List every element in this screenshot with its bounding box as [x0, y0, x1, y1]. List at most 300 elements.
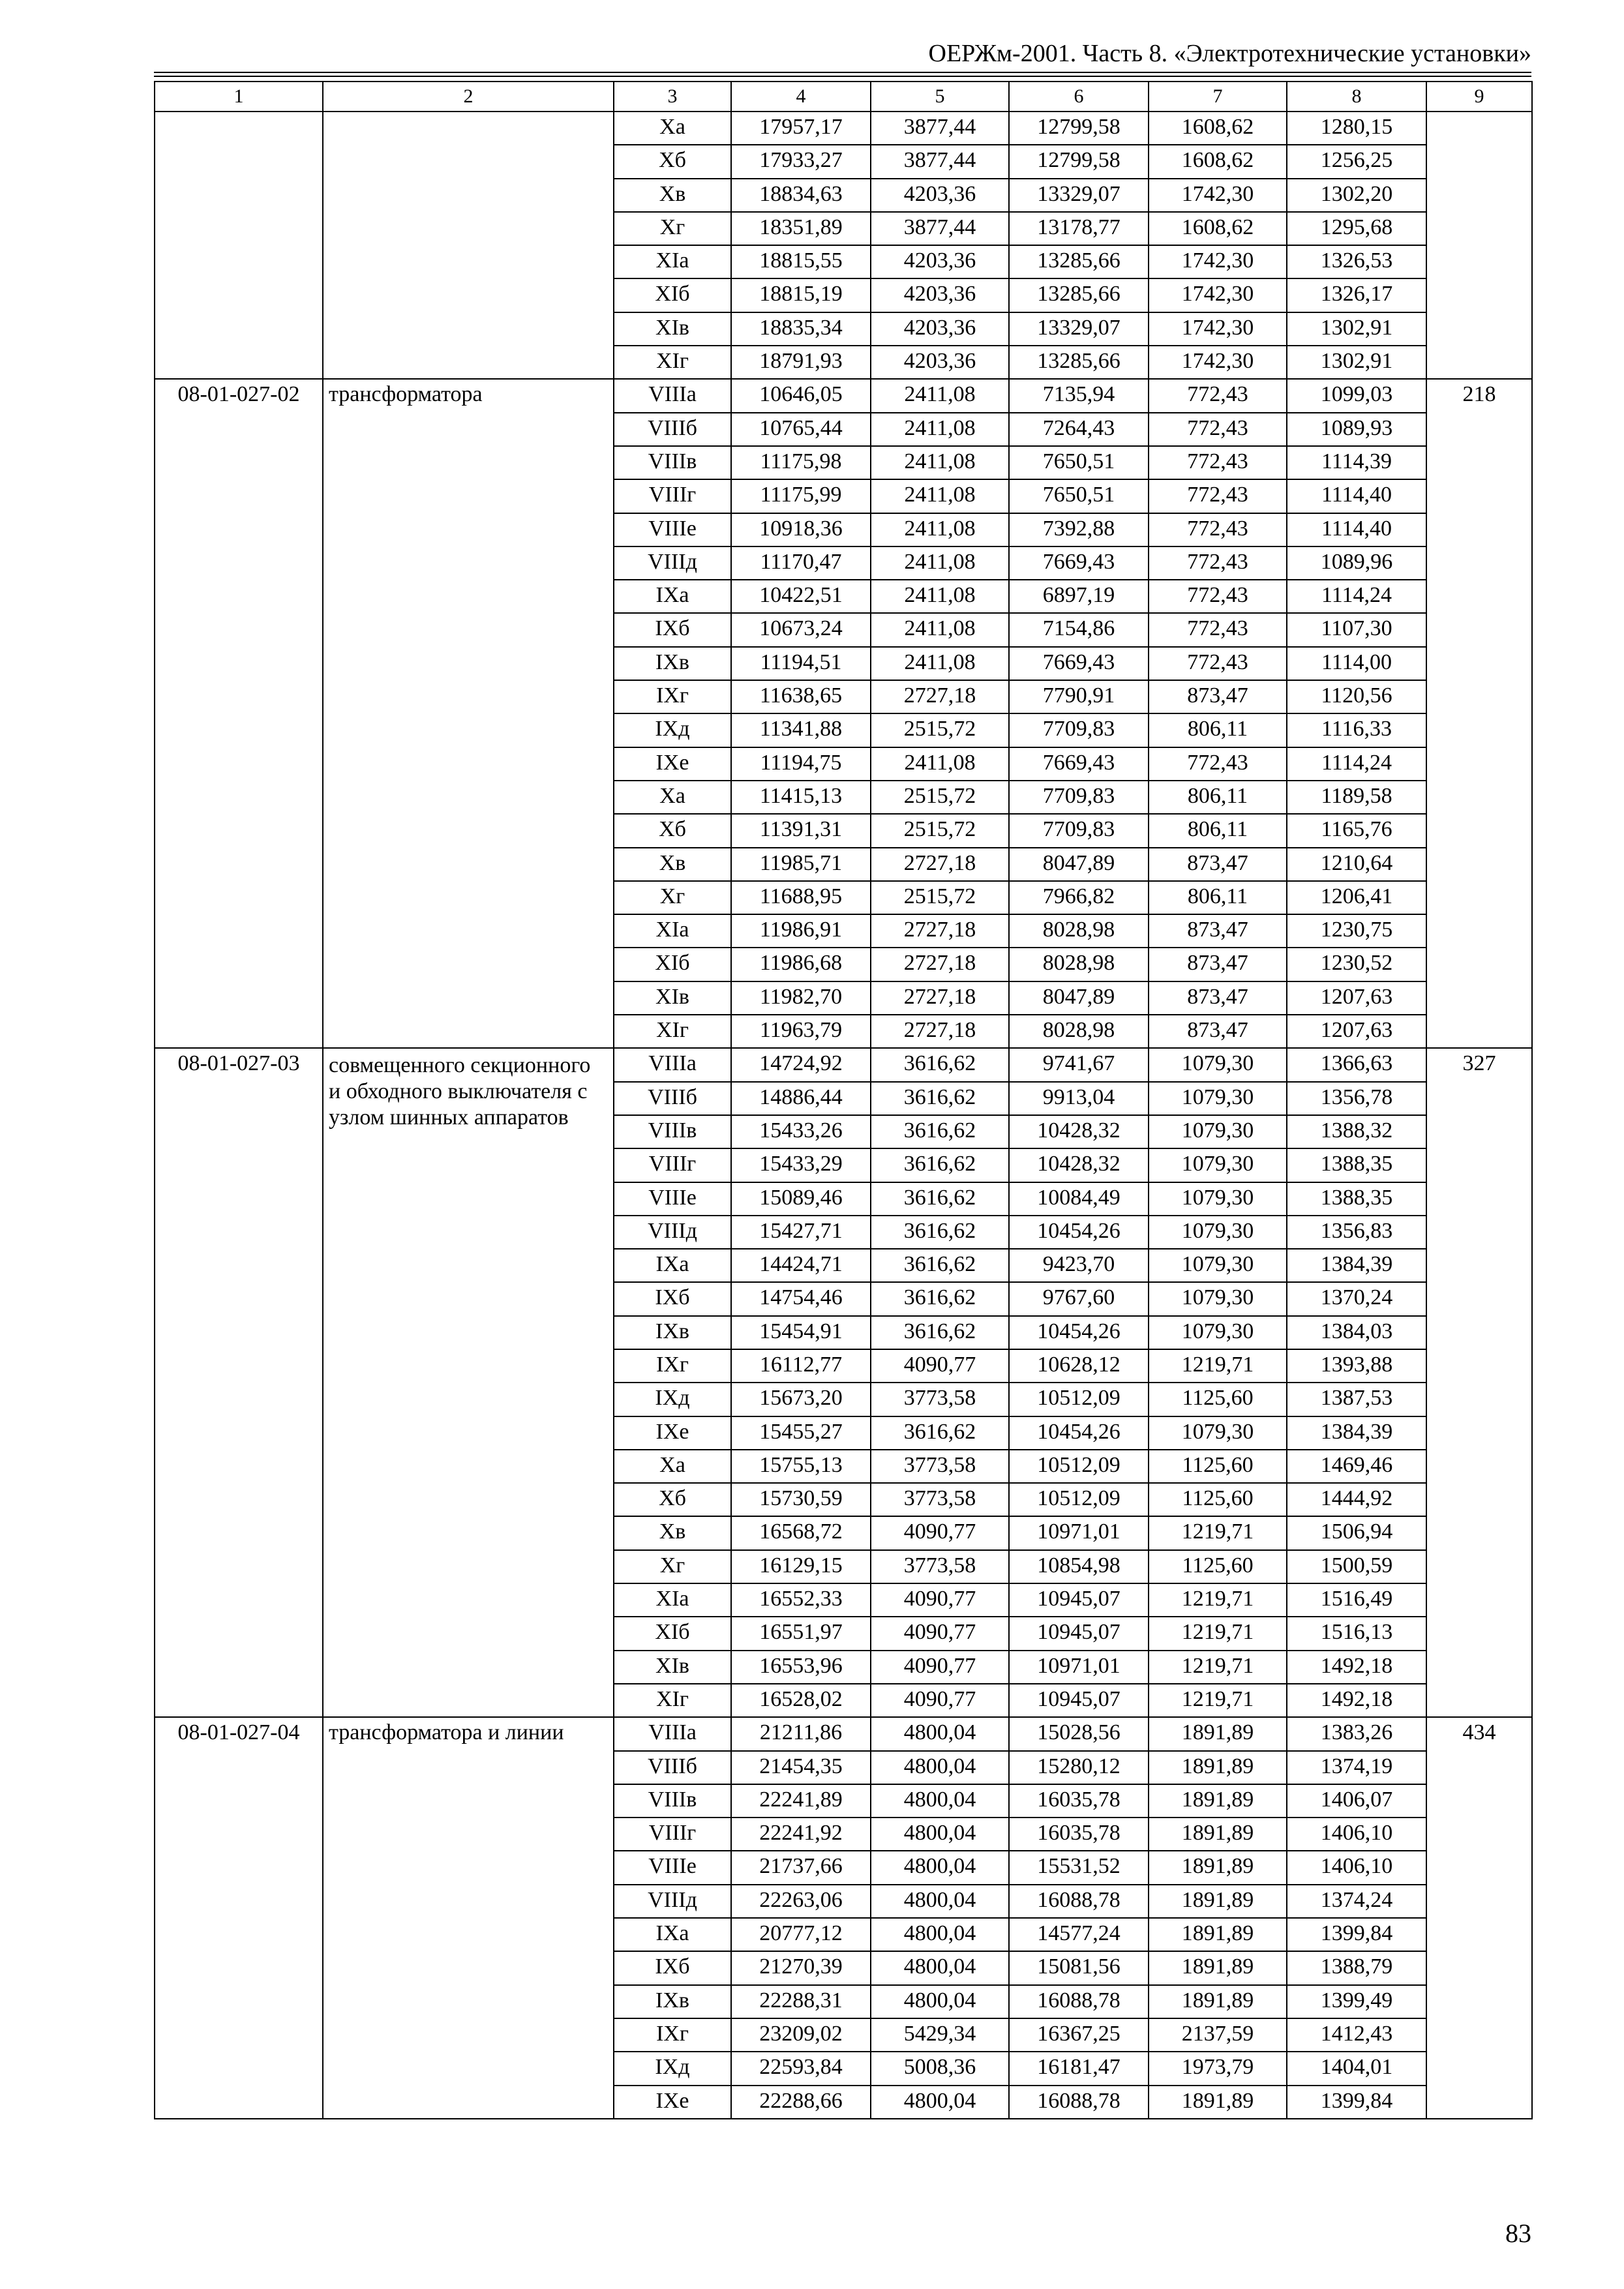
- wages-cell: 4800,04: [871, 2086, 1009, 2119]
- wages-cell: 3616,62: [871, 1182, 1009, 1216]
- wages-cell: 3616,62: [871, 1216, 1009, 1249]
- materials-cell: 1506,94: [1287, 1516, 1426, 1549]
- materials-cell: 1492,18: [1287, 1651, 1426, 1684]
- wages-cell: 4800,04: [871, 1951, 1009, 1984]
- materials-cell: 1120,56: [1287, 680, 1426, 713]
- column-number: 5: [871, 82, 1009, 112]
- materials-cell: 1370,24: [1287, 1282, 1426, 1315]
- machine-cost-cell: 7669,43: [1009, 546, 1149, 580]
- machine-cost-cell: 12799,58: [1009, 145, 1149, 178]
- machinist-wages-cell: 772,43: [1149, 513, 1287, 546]
- machine-cost-cell: 10454,26: [1009, 1216, 1149, 1249]
- machine-cost-cell: 16367,25: [1009, 2018, 1149, 2052]
- class-cell: IXе: [614, 747, 731, 781]
- materials-cell: 1326,53: [1287, 245, 1426, 278]
- machinist-wages-cell: 873,47: [1149, 680, 1287, 713]
- machine-cost-cell: 7709,83: [1009, 781, 1149, 814]
- class-cell: IXе: [614, 1416, 731, 1450]
- total-cost-cell: 11415,13: [731, 781, 871, 814]
- materials-cell: 1444,92: [1287, 1483, 1426, 1516]
- equipment-mass-cell: 434: [1426, 1717, 1532, 2119]
- column-number: 7: [1149, 82, 1287, 112]
- machinist-wages-cell: 1079,30: [1149, 1115, 1287, 1148]
- total-cost-cell: 10765,44: [731, 413, 871, 446]
- machine-cost-cell: 16181,47: [1009, 2052, 1149, 2085]
- wages-cell: 3773,58: [871, 1383, 1009, 1416]
- machinist-wages-cell: 1891,89: [1149, 1918, 1287, 1951]
- class-cell: XIв: [614, 312, 731, 346]
- materials-cell: 1256,25: [1287, 145, 1426, 178]
- materials-cell: 1406,07: [1287, 1784, 1426, 1818]
- wages-cell: 4203,36: [871, 278, 1009, 312]
- table-row: [155, 1717, 1532, 1750]
- machine-cost-cell: 9767,60: [1009, 1282, 1149, 1315]
- machine-cost-cell: 8047,89: [1009, 981, 1149, 1015]
- machinist-wages-cell: 2137,59: [1149, 2018, 1287, 2052]
- total-cost-cell: 11638,65: [731, 680, 871, 713]
- column-number: 4: [731, 82, 871, 112]
- wages-cell: 4800,04: [871, 1851, 1009, 1884]
- class-cell: VIIIе: [614, 1851, 731, 1884]
- total-cost-cell: 22241,92: [731, 1818, 871, 1851]
- class-cell: Xг: [614, 881, 731, 914]
- machinist-wages-cell: 1079,30: [1149, 1249, 1287, 1282]
- materials-cell: 1374,24: [1287, 1885, 1426, 1918]
- wages-cell: 4203,36: [871, 312, 1009, 346]
- machine-cost-cell: 13285,66: [1009, 346, 1149, 379]
- machinist-wages-cell: 1742,30: [1149, 312, 1287, 346]
- machine-cost-cell: 15531,52: [1009, 1851, 1149, 1884]
- class-cell: IXв: [614, 1316, 731, 1349]
- total-cost-cell: 14886,44: [731, 1082, 871, 1115]
- total-cost-cell: 18835,34: [731, 312, 871, 346]
- wages-cell: 2515,72: [871, 814, 1009, 847]
- machine-cost-cell: 7650,51: [1009, 446, 1149, 479]
- machine-cost-cell: 7135,94: [1009, 379, 1149, 412]
- class-cell: VIIIб: [614, 1082, 731, 1115]
- machine-cost-cell: 10454,26: [1009, 1316, 1149, 1349]
- total-cost-cell: 23209,02: [731, 2018, 871, 2052]
- wages-cell: 4800,04: [871, 1717, 1009, 1750]
- wages-cell: 3877,44: [871, 112, 1009, 145]
- item-code: 08-01-027-02: [155, 379, 323, 1048]
- class-cell: VIIIв: [614, 1115, 731, 1148]
- machine-cost-cell: 8028,98: [1009, 1015, 1149, 1048]
- table-row: [155, 379, 1532, 412]
- item-code: 08-01-027-04: [155, 1717, 323, 2119]
- wages-cell: 2411,08: [871, 513, 1009, 546]
- wages-cell: 2515,72: [871, 713, 1009, 747]
- class-cell: Xв: [614, 848, 731, 881]
- machinist-wages-cell: 1891,89: [1149, 2086, 1287, 2119]
- total-cost-cell: 11175,98: [731, 446, 871, 479]
- wages-cell: 2727,18: [871, 981, 1009, 1015]
- materials-cell: 1366,63: [1287, 1048, 1426, 1081]
- machinist-wages-cell: 1891,89: [1149, 1818, 1287, 1851]
- machinist-wages-cell: 1219,71: [1149, 1617, 1287, 1650]
- wages-cell: 2411,08: [871, 613, 1009, 646]
- wages-cell: 3616,62: [871, 1115, 1009, 1148]
- class-cell: VIIIд: [614, 1885, 731, 1918]
- item-name: трансформатора: [323, 379, 614, 1048]
- total-cost-cell: 21454,35: [731, 1751, 871, 1784]
- machine-cost-cell: 13285,66: [1009, 278, 1149, 312]
- wages-cell: 2727,18: [871, 948, 1009, 981]
- machinist-wages-cell: 1608,62: [1149, 212, 1287, 245]
- machinist-wages-cell: 772,43: [1149, 379, 1287, 412]
- class-cell: VIIIг: [614, 1818, 731, 1851]
- materials-cell: 1114,00: [1287, 647, 1426, 680]
- wages-cell: 3773,58: [871, 1483, 1009, 1516]
- wages-cell: 4800,04: [871, 1751, 1009, 1784]
- materials-cell: 1107,30: [1287, 613, 1426, 646]
- machine-cost-cell: 10454,26: [1009, 1416, 1149, 1450]
- class-cell: VIIIд: [614, 1216, 731, 1249]
- wages-cell: 3877,44: [871, 212, 1009, 245]
- materials-cell: 1387,53: [1287, 1383, 1426, 1416]
- machinist-wages-cell: 806,11: [1149, 814, 1287, 847]
- machinist-wages-cell: 873,47: [1149, 1015, 1287, 1048]
- machinist-wages-cell: 1079,30: [1149, 1282, 1287, 1315]
- total-cost-cell: 15673,20: [731, 1383, 871, 1416]
- class-cell: IXа: [614, 1249, 731, 1282]
- machine-cost-cell: 10428,32: [1009, 1148, 1149, 1182]
- wages-cell: 3616,62: [871, 1048, 1009, 1081]
- machine-cost-cell: 13329,07: [1009, 179, 1149, 212]
- machinist-wages-cell: 1125,60: [1149, 1450, 1287, 1483]
- total-cost-cell: 21270,39: [731, 1951, 871, 1984]
- materials-cell: 1492,18: [1287, 1684, 1426, 1717]
- machinist-wages-cell: 1891,89: [1149, 1751, 1287, 1784]
- total-cost-cell: 10918,36: [731, 513, 871, 546]
- machine-cost-cell: 10628,12: [1009, 1349, 1149, 1383]
- machine-cost-cell: 14577,24: [1009, 1918, 1149, 1951]
- materials-cell: 1356,83: [1287, 1216, 1426, 1249]
- machinist-wages-cell: 873,47: [1149, 848, 1287, 881]
- machine-cost-cell: 9913,04: [1009, 1082, 1149, 1115]
- machinist-wages-cell: 1219,71: [1149, 1349, 1287, 1383]
- class-cell: VIIIг: [614, 479, 731, 513]
- materials-cell: 1326,17: [1287, 278, 1426, 312]
- machine-cost-cell: 9423,70: [1009, 1249, 1149, 1282]
- machinist-wages-cell: 1219,71: [1149, 1651, 1287, 1684]
- machinist-wages-cell: 1219,71: [1149, 1684, 1287, 1717]
- machinist-wages-cell: 1079,30: [1149, 1148, 1287, 1182]
- materials-cell: 1399,49: [1287, 1985, 1426, 2018]
- machinist-wages-cell: 772,43: [1149, 479, 1287, 513]
- materials-cell: 1393,88: [1287, 1349, 1426, 1383]
- materials-cell: 1114,40: [1287, 513, 1426, 546]
- class-cell: Xб: [614, 814, 731, 847]
- wages-cell: 2727,18: [871, 680, 1009, 713]
- item-code: [155, 112, 323, 379]
- wages-cell: 3616,62: [871, 1416, 1009, 1450]
- machinist-wages-cell: 1742,30: [1149, 245, 1287, 278]
- wages-cell: 4203,36: [871, 346, 1009, 379]
- machine-cost-cell: 10971,01: [1009, 1516, 1149, 1549]
- header-rule: [154, 72, 1531, 73]
- machinist-wages-cell: 1891,89: [1149, 1951, 1287, 1984]
- machinist-wages-cell: 1219,71: [1149, 1583, 1287, 1617]
- class-cell: Xб: [614, 1483, 731, 1516]
- total-cost-cell: 22593,84: [731, 2052, 871, 2085]
- wages-cell: 2515,72: [871, 881, 1009, 914]
- materials-cell: 1116,33: [1287, 713, 1426, 747]
- total-cost-cell: 11963,79: [731, 1015, 871, 1048]
- class-cell: Xа: [614, 1450, 731, 1483]
- machine-cost-cell: 10512,09: [1009, 1383, 1149, 1416]
- wages-cell: 4800,04: [871, 1885, 1009, 1918]
- wages-cell: 4090,77: [871, 1516, 1009, 1549]
- class-cell: VIIIд: [614, 546, 731, 580]
- machine-cost-cell: 8047,89: [1009, 848, 1149, 881]
- total-cost-cell: 14754,46: [731, 1282, 871, 1315]
- materials-cell: 1302,91: [1287, 312, 1426, 346]
- materials-cell: 1302,20: [1287, 179, 1426, 212]
- total-cost-cell: 22241,89: [731, 1784, 871, 1818]
- machinist-wages-cell: 1079,30: [1149, 1182, 1287, 1216]
- machinist-wages-cell: 772,43: [1149, 546, 1287, 580]
- machine-cost-cell: 8028,98: [1009, 948, 1149, 981]
- table-row: [155, 112, 1532, 145]
- class-cell: Xа: [614, 112, 731, 145]
- materials-cell: 1295,68: [1287, 212, 1426, 245]
- machinist-wages-cell: 1079,30: [1149, 1216, 1287, 1249]
- machine-cost-cell: 8028,98: [1009, 914, 1149, 948]
- machine-cost-cell: 15280,12: [1009, 1751, 1149, 1784]
- total-cost-cell: 22263,06: [731, 1885, 871, 1918]
- wages-cell: 2411,08: [871, 446, 1009, 479]
- column-number: 9: [1426, 82, 1532, 112]
- class-cell: VIIIв: [614, 1784, 731, 1818]
- wages-cell: 3616,62: [871, 1082, 1009, 1115]
- machinist-wages-cell: 873,47: [1149, 948, 1287, 981]
- total-cost-cell: 21737,66: [731, 1851, 871, 1884]
- wages-cell: 2727,18: [871, 914, 1009, 948]
- class-cell: IXв: [614, 647, 731, 680]
- total-cost-cell: 20777,12: [731, 1918, 871, 1951]
- machinist-wages-cell: 1079,30: [1149, 1316, 1287, 1349]
- wages-cell: 4800,04: [871, 1918, 1009, 1951]
- wages-cell: 4203,36: [871, 245, 1009, 278]
- machine-cost-cell: 10428,32: [1009, 1115, 1149, 1148]
- total-cost-cell: 11986,68: [731, 948, 871, 981]
- machine-cost-cell: 15081,56: [1009, 1951, 1149, 1984]
- materials-cell: 1114,24: [1287, 580, 1426, 613]
- machinist-wages-cell: 1125,60: [1149, 1550, 1287, 1583]
- total-cost-cell: 11175,99: [731, 479, 871, 513]
- wages-cell: 3616,62: [871, 1282, 1009, 1315]
- wages-cell: 2727,18: [871, 1015, 1009, 1048]
- machine-cost-cell: 7669,43: [1009, 747, 1149, 781]
- total-cost-cell: 11194,75: [731, 747, 871, 781]
- total-cost-cell: 10422,51: [731, 580, 871, 613]
- machine-cost-cell: 7392,88: [1009, 513, 1149, 546]
- header-rule: [154, 76, 1531, 77]
- materials-cell: 1206,41: [1287, 881, 1426, 914]
- materials-cell: 1099,03: [1287, 379, 1426, 412]
- total-cost-cell: 15730,59: [731, 1483, 871, 1516]
- class-cell: IXд: [614, 1383, 731, 1416]
- machine-cost-cell: 7264,43: [1009, 413, 1149, 446]
- class-cell: VIIIг: [614, 1148, 731, 1182]
- materials-cell: 1230,52: [1287, 948, 1426, 981]
- wages-cell: 5429,34: [871, 2018, 1009, 2052]
- table-body: [155, 82, 1532, 2119]
- wages-cell: 4800,04: [871, 1784, 1009, 1818]
- class-cell: XIа: [614, 245, 731, 278]
- materials-cell: 1165,76: [1287, 814, 1426, 847]
- machine-cost-cell: 16088,78: [1009, 2086, 1149, 2119]
- machinist-wages-cell: 1742,30: [1149, 346, 1287, 379]
- class-cell: VIIIв: [614, 446, 731, 479]
- machine-cost-cell: 10084,49: [1009, 1182, 1149, 1216]
- machinist-wages-cell: 1891,89: [1149, 1784, 1287, 1818]
- wages-cell: 2727,18: [871, 848, 1009, 881]
- wages-cell: 2411,08: [871, 647, 1009, 680]
- total-cost-cell: 15089,46: [731, 1182, 871, 1216]
- wages-cell: 2411,08: [871, 580, 1009, 613]
- machinist-wages-cell: 1742,30: [1149, 278, 1287, 312]
- materials-cell: 1404,01: [1287, 2052, 1426, 2085]
- total-cost-cell: 18351,89: [731, 212, 871, 245]
- total-cost-cell: 10646,05: [731, 379, 871, 412]
- class-cell: Xв: [614, 1516, 731, 1549]
- machinist-wages-cell: 772,43: [1149, 647, 1287, 680]
- column-number: 3: [614, 82, 731, 112]
- total-cost-cell: 15755,13: [731, 1450, 871, 1483]
- materials-cell: 1114,39: [1287, 446, 1426, 479]
- wages-cell: 3616,62: [871, 1316, 1009, 1349]
- wages-cell: 2411,08: [871, 546, 1009, 580]
- machinist-wages-cell: 1891,89: [1149, 1985, 1287, 2018]
- wages-cell: 2411,08: [871, 379, 1009, 412]
- materials-cell: 1089,96: [1287, 546, 1426, 580]
- wages-cell: 3773,58: [871, 1550, 1009, 1583]
- wages-cell: 3877,44: [871, 145, 1009, 178]
- total-cost-cell: 17933,27: [731, 145, 871, 178]
- total-cost-cell: 16112,77: [731, 1349, 871, 1383]
- total-cost-cell: 16553,96: [731, 1651, 871, 1684]
- machine-cost-cell: 7709,83: [1009, 814, 1149, 847]
- class-cell: Xв: [614, 179, 731, 212]
- total-cost-cell: 17957,17: [731, 112, 871, 145]
- materials-cell: 1114,24: [1287, 747, 1426, 781]
- wages-cell: 3773,58: [871, 1450, 1009, 1483]
- materials-cell: 1089,93: [1287, 413, 1426, 446]
- column-number-row: [155, 82, 1532, 112]
- item-name: [323, 112, 614, 379]
- total-cost-cell: 16528,02: [731, 1684, 871, 1717]
- machine-cost-cell: 12799,58: [1009, 112, 1149, 145]
- class-cell: XIа: [614, 1583, 731, 1617]
- total-cost-cell: 11986,91: [731, 914, 871, 948]
- equipment-mass-cell: 327: [1426, 1048, 1532, 1717]
- class-cell: XIб: [614, 278, 731, 312]
- class-cell: IXг: [614, 680, 731, 713]
- class-cell: XIб: [614, 948, 731, 981]
- class-cell: IXб: [614, 1282, 731, 1315]
- wages-cell: 2411,08: [871, 747, 1009, 781]
- machinist-wages-cell: 1079,30: [1149, 1082, 1287, 1115]
- total-cost-cell: 15454,91: [731, 1316, 871, 1349]
- equipment-mass-cell: 218: [1426, 379, 1532, 1048]
- machine-cost-cell: 13329,07: [1009, 312, 1149, 346]
- machinist-wages-cell: 772,43: [1149, 613, 1287, 646]
- materials-cell: 1189,58: [1287, 781, 1426, 814]
- materials-cell: 1210,64: [1287, 848, 1426, 881]
- materials-cell: 1388,35: [1287, 1148, 1426, 1182]
- wages-cell: 3616,62: [871, 1148, 1009, 1182]
- total-cost-cell: 16551,97: [731, 1617, 871, 1650]
- total-cost-cell: 15427,71: [731, 1216, 871, 1249]
- wages-cell: 4800,04: [871, 1985, 1009, 2018]
- running-header: ОЕРЖм-2001. Часть 8. «Электротехнические установки»: [928, 40, 1531, 67]
- machinist-wages-cell: 772,43: [1149, 413, 1287, 446]
- total-cost-cell: 11194,51: [731, 647, 871, 680]
- item-code: 08-01-027-03: [155, 1048, 323, 1717]
- machinist-wages-cell: 1125,60: [1149, 1483, 1287, 1516]
- class-cell: IXе: [614, 2086, 731, 2119]
- column-number: 1: [155, 82, 323, 112]
- machine-cost-cell: 7790,91: [1009, 680, 1149, 713]
- wages-cell: 4090,77: [871, 1684, 1009, 1717]
- total-cost-cell: 11688,95: [731, 881, 871, 914]
- machine-cost-cell: 13178,77: [1009, 212, 1149, 245]
- machinist-wages-cell: 1891,89: [1149, 1717, 1287, 1750]
- materials-cell: 1356,78: [1287, 1082, 1426, 1115]
- machine-cost-cell: 16088,78: [1009, 1885, 1149, 1918]
- class-cell: VIIIа: [614, 379, 731, 412]
- class-cell: IXб: [614, 613, 731, 646]
- machine-cost-cell: 13285,66: [1009, 245, 1149, 278]
- machinist-wages-cell: 772,43: [1149, 446, 1287, 479]
- class-cell: Xг: [614, 212, 731, 245]
- machine-cost-cell: 10512,09: [1009, 1483, 1149, 1516]
- machinist-wages-cell: 873,47: [1149, 981, 1287, 1015]
- machinist-wages-cell: 806,11: [1149, 713, 1287, 747]
- class-cell: IXв: [614, 1985, 731, 2018]
- machinist-wages-cell: 1891,89: [1149, 1885, 1287, 1918]
- item-name: совмещенного секционного и обходного выключателя с узлом шинных аппаратов: [323, 1048, 614, 1717]
- materials-cell: 1412,43: [1287, 2018, 1426, 2052]
- column-number: 6: [1009, 82, 1149, 112]
- machinist-wages-cell: 806,11: [1149, 881, 1287, 914]
- total-cost-cell: 18815,19: [731, 278, 871, 312]
- machine-cost-cell: 7650,51: [1009, 479, 1149, 513]
- total-cost-cell: 21211,86: [731, 1717, 871, 1750]
- class-cell: IXг: [614, 1349, 731, 1383]
- total-cost-cell: 16568,72: [731, 1516, 871, 1549]
- machine-cost-cell: 7966,82: [1009, 881, 1149, 914]
- column-number: 2: [323, 82, 614, 112]
- machinist-wages-cell: 806,11: [1149, 781, 1287, 814]
- wages-cell: 4800,04: [871, 1818, 1009, 1851]
- total-cost-cell: 15433,29: [731, 1148, 871, 1182]
- materials-cell: 1388,32: [1287, 1115, 1426, 1148]
- class-cell: Xа: [614, 781, 731, 814]
- materials-cell: 1500,59: [1287, 1550, 1426, 1583]
- price-table: [154, 81, 1533, 2119]
- class-cell: IXд: [614, 713, 731, 747]
- class-cell: XIа: [614, 914, 731, 948]
- total-cost-cell: 11391,31: [731, 814, 871, 847]
- total-cost-cell: 18834,63: [731, 179, 871, 212]
- wages-cell: 4090,77: [871, 1617, 1009, 1650]
- class-cell: VIIIб: [614, 1751, 731, 1784]
- wages-cell: 4090,77: [871, 1349, 1009, 1383]
- machinist-wages-cell: 1125,60: [1149, 1383, 1287, 1416]
